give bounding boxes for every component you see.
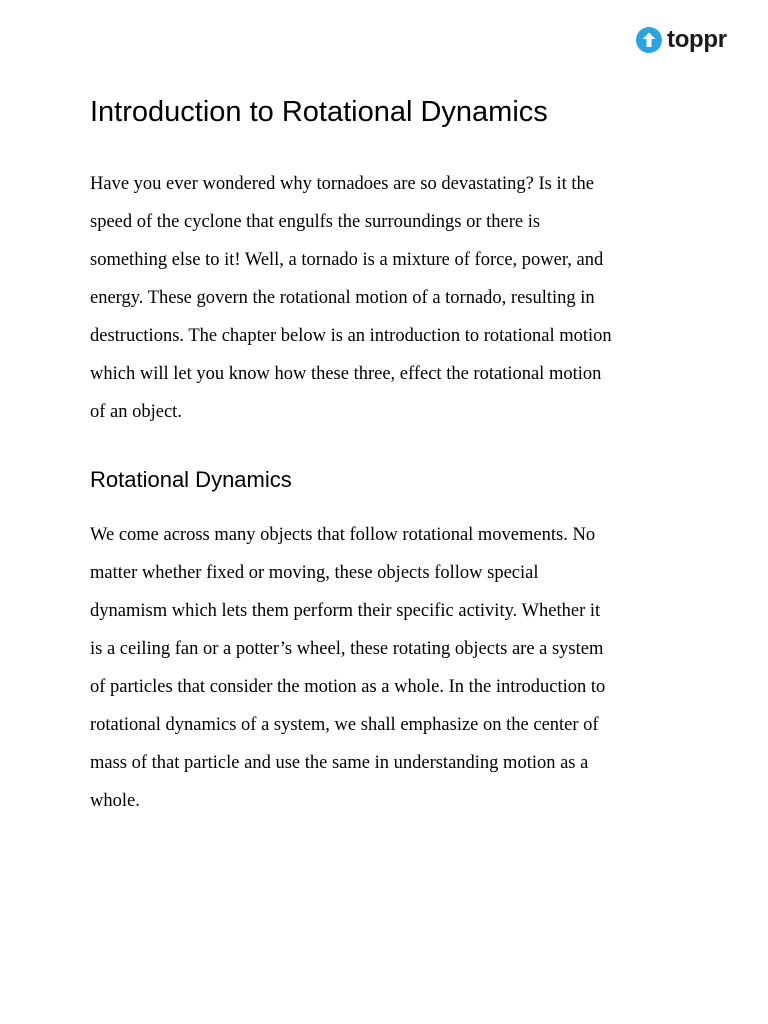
section-heading: Rotational Dynamics xyxy=(90,467,292,492)
intro-line: destructions. The chapter below is an introduction to rotational motion xyxy=(90,326,612,346)
section-line: whole. xyxy=(90,791,140,811)
section-paragraph xyxy=(90,516,605,820)
section-line: matter whether fixed or moving, these objects follow special xyxy=(90,563,539,583)
intro-line: which will let you know how these three, effect the rotational motion xyxy=(90,364,602,384)
section-line: We come across many objects that follow rotational movements. No xyxy=(90,525,596,545)
intro-line: of an object. xyxy=(90,402,182,422)
section-line: dynamism which lets them perform their specific activity. Whether it xyxy=(90,601,601,621)
logo-text: toppr xyxy=(667,26,727,53)
intro-line: something else to it! Well, a tornado is a mixture of force, power, and xyxy=(90,250,604,270)
intro-line: energy. These govern the rotational motion of a tornado, resulting in xyxy=(90,288,595,308)
intro-line: speed of the cyclone that engulfs the surroundings or there is xyxy=(90,212,541,232)
section-line: is a ceiling fan or a potter’s wheel, these rotating objects are a system xyxy=(90,639,604,659)
section-line: of particles that consider the motion as a whole. In the introduction to xyxy=(90,677,606,697)
section-line: rotational dynamics of a system, we shall emphasize on the center of xyxy=(90,715,599,735)
intro-line: Have you ever wondered why tornadoes are so devastating? Is it the xyxy=(90,174,594,194)
toppr-logo xyxy=(636,26,727,54)
intro-paragraph xyxy=(90,165,612,431)
upload-arrow-circle-icon xyxy=(636,27,662,53)
page-title: Introduction to Rotational Dynamics xyxy=(90,96,548,128)
section-line: mass of that particle and use the same in understanding motion as a xyxy=(90,753,589,773)
